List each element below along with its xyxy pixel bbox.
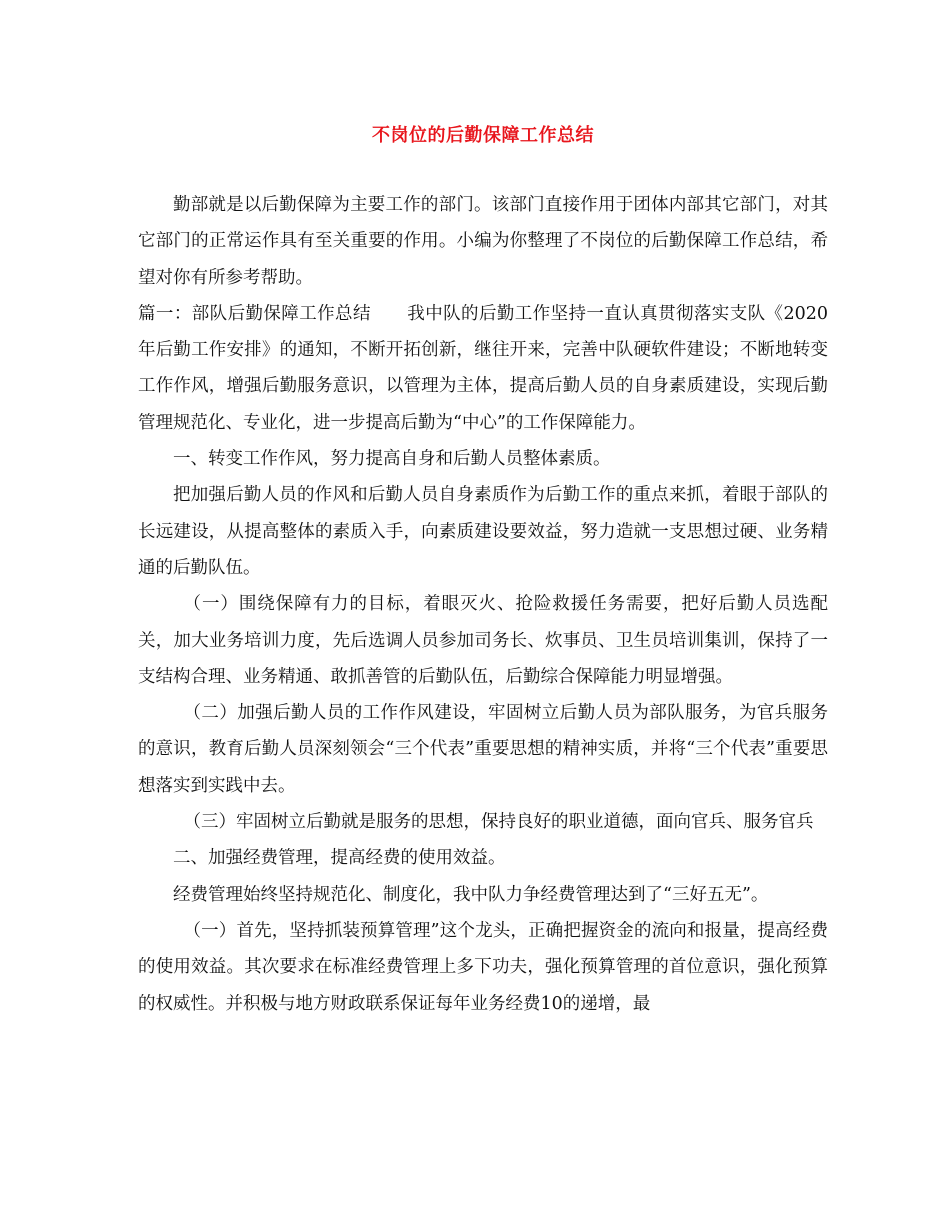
heading-two: 二、加强经费管理，提高经费的使用效益。 [173, 848, 506, 869]
document-body [138, 187, 828, 1022]
paragraph-two-body: 经费管理始终坚持规范化、制度化，我中队力争经费管理达到了“三好五无”。 [173, 884, 769, 905]
section-paragraph [138, 296, 828, 441]
heading-one: 一、转变工作作风，努力提高自身和后勤人员整体素质。 [173, 449, 611, 470]
paragraph-one-item-3: （三）牢固树立后勤就是服务的思想，保持良好的职业道德，面向官兵、服务官兵 [183, 812, 814, 833]
paragraph-two-item-1: （一）首先，坚持抓装预算管理”这个龙头，正确把握资金的流向和报量，提高经费的使用效益。其次要求在标准经费管理上多下功夫，强化预算管理的首位意识，强化预算的权威性。并积极与地方财政联系保证每年业务经费10的递增，最 [138, 920, 828, 1014]
section-intro-text: 我中队的后勤工作坚持一直认真贯彻落实支队《2020年后勤工作安排》的通知，不断开拓创新，继往开来，完善中队硬软件建设；不断地转变工作作风，增强后勤服务意识，以管理为主体，提高后勤人员的自身素质建设，实现后勤管理规范化、专业化，进一步提高后勤为“中心”的工作保障能力。 [138, 303, 828, 433]
document-title: 不岗位的后勤保障工作总结 [372, 125, 594, 146]
intro-paragraph: 勤部就是以后勤保障为主要工作的部门。该部门直接作用于团体内部其它部门，对其它部门的正常运作具有至关重要的作用。小编为你整理了不岗位的后勤保障工作总结，希望对你有所参考帮助。 [138, 195, 828, 288]
paragraph-one-item-1: （一）围绕保障有力的目标，着眼灭火、抢险救援任务需要，把好后勤人员选配关，加大业务培训力度，先后选调人员参加司务长、炊事员、卫生员培训集训，保持了一支结构合理、业务精通、敢抓善管的后勤队伍，后勤综合保障能力明显增强。 [138, 594, 828, 687]
paragraph-one-body: 把加强后勤人员的作风和后勤人员自身素质作为后勤工作的重点来抓，着眼于部队的长远建设，从提高整体的素质入手，向素质建设要效益，努力造就一支思想过硬、业务精通的后勤队伍。 [138, 485, 828, 578]
paragraph-one-item-2: （二）加强后勤人员的工作作风建设，牢固树立后勤人员为部队服务，为官兵服务的意识，教育后勤人员深刻领会“三个代表”重要思想的精神实质，并将“三个代表”重要思想落实到实践中去。 [138, 703, 828, 796]
section-label: 篇一：部队后勤保障工作总结 [138, 303, 371, 324]
